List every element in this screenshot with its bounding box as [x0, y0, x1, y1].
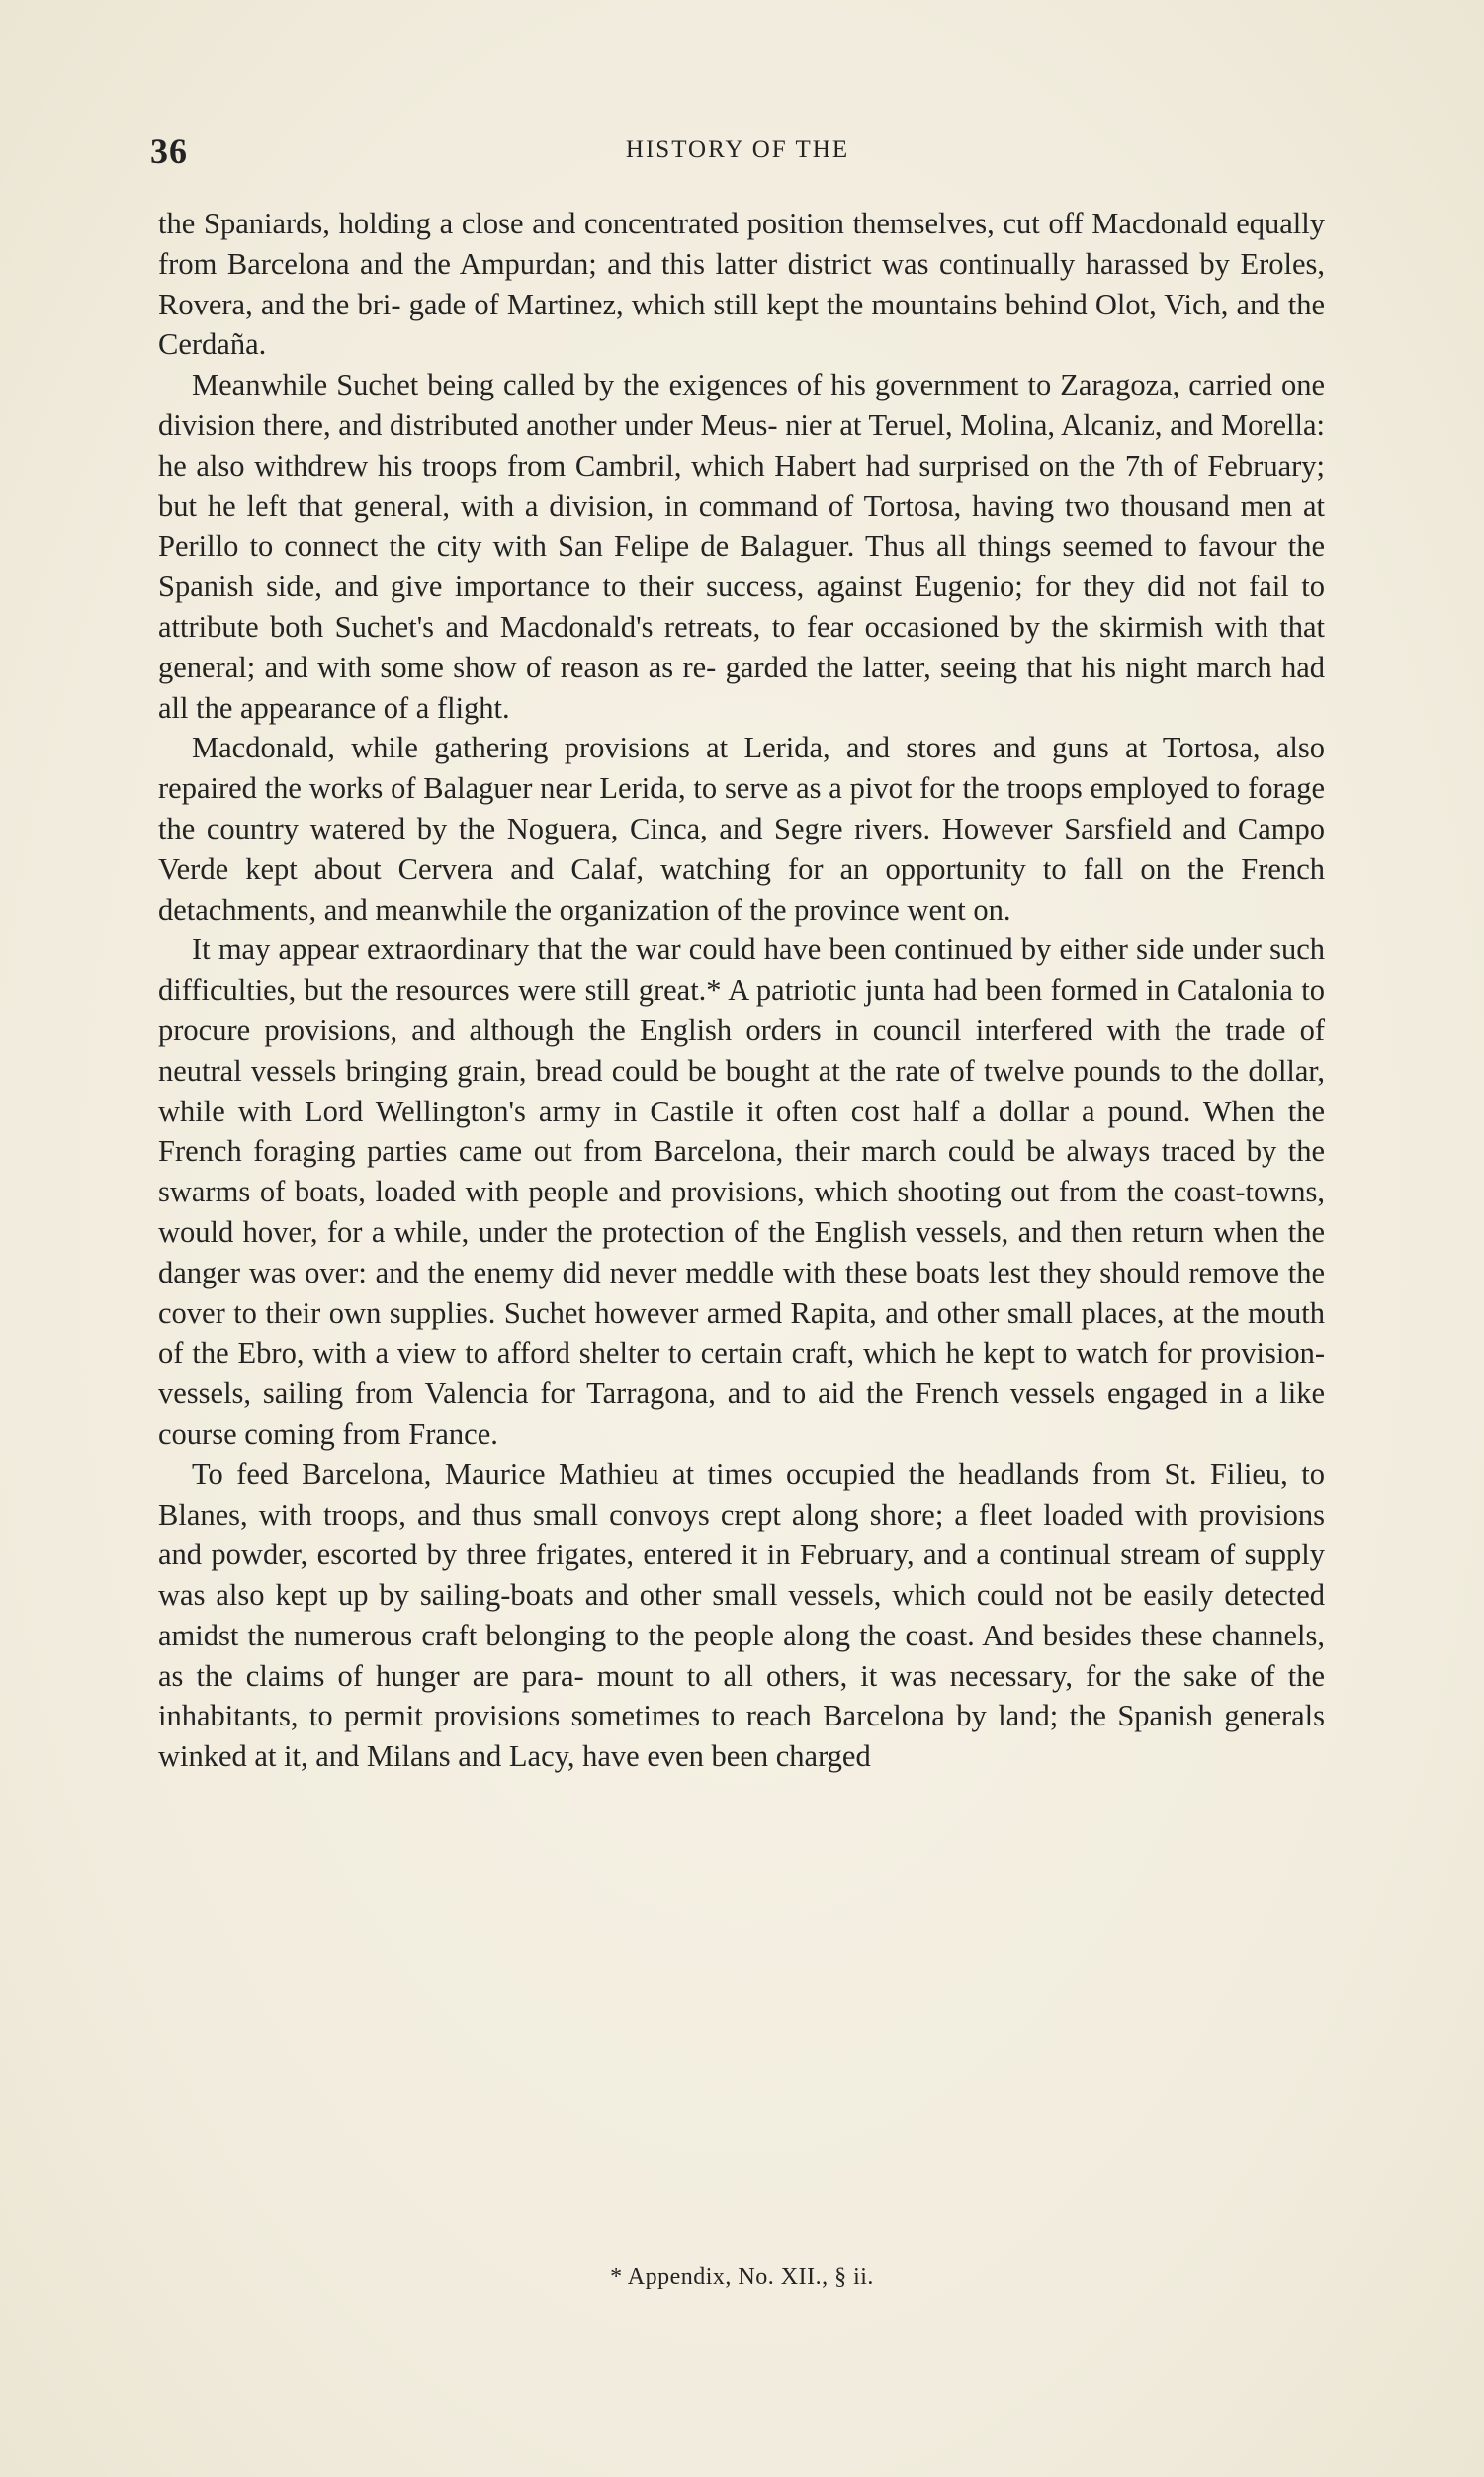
paragraph-continued: the Spaniards, holding a close and concentrated position themselves, cut off Macdonald equally from Barcelona and the Ampurdan; and this latter district was continually harassed by Eroles, Rovera, and the bri- gade of Martinez, which still kept the mountains behind Olot, Vich, and the Cerdaña. — [158, 207, 1325, 362]
running-head: HISTORY OF THE — [625, 136, 850, 163]
footnote: * Appendix, No. XII., § ii. — [610, 2264, 874, 2290]
paragraph: To feed Barcelona, Maurice Mathieu at times occupied the headlands from St. Filieu, to Blanes, with troops, and thus small convoys crept along shore; a fleet loaded with provisions and powder, escorted by three frigates, entered it in February, and a continual stream of supply was also kept up by sailing-boats and other small vessels, which could not be easily detected amidst the numerous craft belonging to the people along the coast. And besides these channels, as the claims of hunger are para- mount to all others, it was necessary, for the sake of the inhabitants, to permit provisions sometimes to reach Barcelona by land; the Spanish generals winked at it, and Milans and Lacy, have even been charged — [158, 1457, 1325, 1774]
page-number: 36 — [150, 132, 188, 171]
paragraph: It may appear extraordinary that the war could have been continued by either side under such difficulties, but the resources were still great.* A patriotic junta had been formed in Catalonia to procure provisions, and although the English orders in council interfered with the trade of neutral vessels bringing grain, bread could be bought at the rate of twelve pounds to the dollar, while with Lord Wellington's army in Castile it often cost half a dollar a pound. When the French foraging parties came out from Barcelona, their march could be always traced by the swarms of boats, loaded with people and provisions, which shooting out from the coast-towns, would hover, for a while, under the protection of the English vessels, and then return when the danger was over: and the enemy did never meddle with these boats lest they should remove the cover to their own supplies. Suchet however armed Rapita, and other small places, at the mouth of the Ebro, with a view to afford shelter to certain craft, which he kept to watch for provision-vessels, sailing from Valencia for Tarragona, and to aid the French vessels engaged in a like course coming from France. — [158, 932, 1325, 1451]
body-text — [158, 204, 1325, 1777]
paragraph: Meanwhile Suchet being called by the exigences of his government to Zaragoza, carried one division there, and distributed another under Meus- nier at Teruel, Molina, Alcaniz, and Morella: he also withdrew his troops from Cambril, which Habert had surprised on the 7th of February; but he left that general, with a division, in command of Tortosa, having two thousand men at Perillo to connect the city with San Felipe de Balaguer. Thus all things seemed to favour the Spanish side, and give importance to their success, against Eugenio; for they did not fail to attribute both Suchet's and Macdonald's retreats, to fear occasioned by the skirmish with that general; and with some show of reason as re- garded the latter, seeing that his night march had all the appearance of a flight. — [158, 368, 1325, 725]
page-header — [150, 127, 1325, 186]
paragraph: Macdonald, while gathering provisions at Lerida, and stores and guns at Tortosa, also repaired the works of Balaguer near Lerida, to serve as a pivot for the troops employed to forage the country watered by the Noguera, Cinca, and Segre rivers. However Sarsfield and Campo Verde kept about Cervera and Calaf, watching for an opportunity to fall on the French detachments, and meanwhile the organization of the province went on. — [158, 731, 1325, 927]
